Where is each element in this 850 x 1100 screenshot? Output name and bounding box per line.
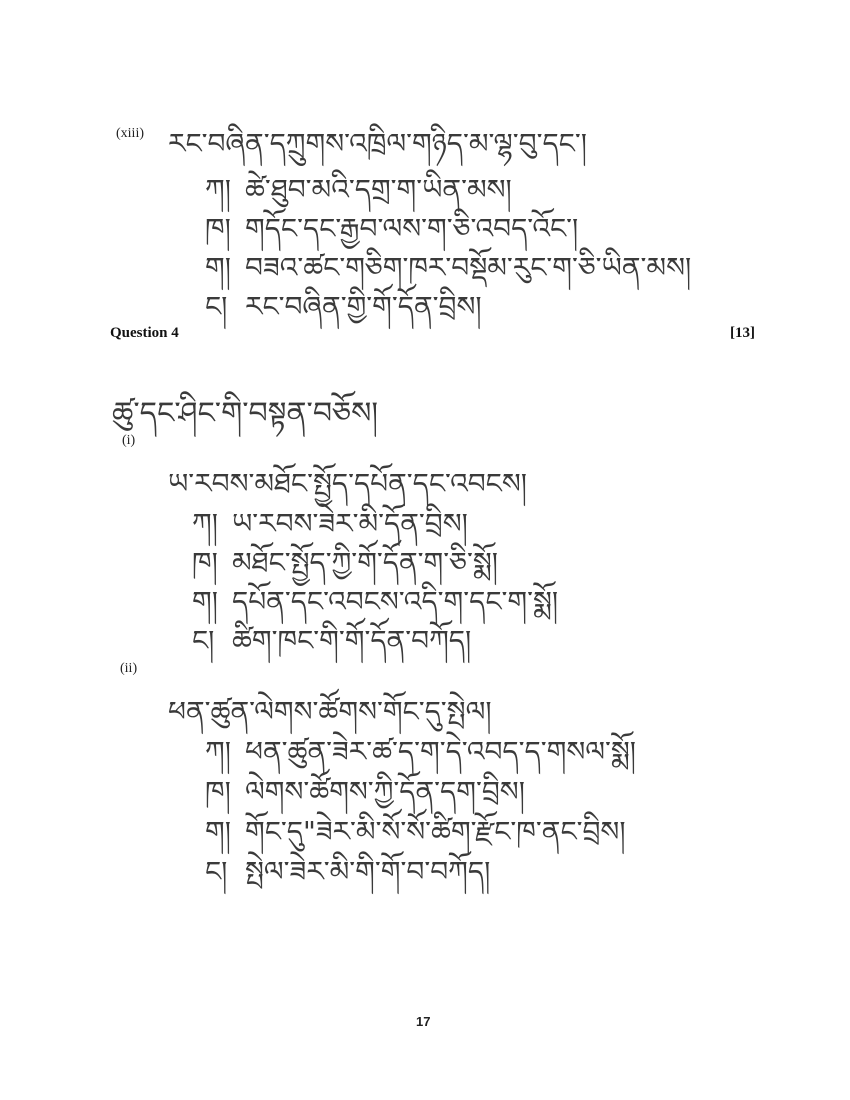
option-text: ཕན་ཚུན་ཟེར་ཚ་ད་ག་དེ་འབད་ད་གསལ་སྨོ། <box>245 735 636 768</box>
option-text: ཡ་རབས་ཟེར་མི་དོན་བྲིས། <box>232 507 468 540</box>
question-marks: [13] <box>730 325 755 341</box>
option-label: ག། <box>205 251 231 284</box>
question-title: Question 4 <box>110 325 179 341</box>
page-number: 17 <box>416 1014 431 1029</box>
option-label: ཁ། <box>192 546 218 579</box>
option-label: ང། <box>205 855 228 888</box>
option-label: ང། <box>192 624 215 657</box>
option-text: མཐོང་སྤྱོད་ཀྱི་གོ་དོན་ག་ཅི་སྨོ། <box>232 546 498 579</box>
part-ii-stem: ཕན་ཚུན་ལེགས་ཚོགས་གོང་དུ་སྤེལ། <box>168 695 492 728</box>
part-ii-option <box>205 840 490 919</box>
section-xiii-option <box>205 275 482 354</box>
option-text: བཟའ་ཚང་གཅིག་ཁར་བསྡོམ་རུང་ག་ཅི་ཡིན་མས། <box>245 251 692 284</box>
option-label: ག། <box>192 585 218 618</box>
part-i-stem: ཡ་རབས་མཐོང་སྤྱོད་དཔོན་དང་འབངས། <box>168 467 527 500</box>
option-label: ཀ། <box>205 735 231 768</box>
option-text: དཔོན་དང་འབངས་འདི་ག་དང་ག་སྨོ། <box>232 585 559 618</box>
section-heading-text: ཚུ་དང་ཤིང་གི་བསྟན་བཅོས། <box>112 396 379 431</box>
option-label: ག། <box>205 815 231 848</box>
option-text: ཚེ་ཐུབ་མའི་དགྲ་ག་ཡིན་མས། <box>245 173 512 206</box>
option-label: ཀ། <box>192 507 218 540</box>
option-text: གོང་དུ"ཟེར་མི་སོ་སོ་ཚིག་རྫོང་ཁ་ནང་བྲིས། <box>245 815 626 848</box>
section-xiii-stem: རང་བཞིན་དཀྲུགས་འཁྲིལ་གཉིད་མ་ལྷ་བུ་དང་། <box>168 127 587 160</box>
part-i-option <box>192 609 471 688</box>
option-label: ཁ། <box>205 212 231 245</box>
option-label: ང། <box>205 290 228 323</box>
part-ii-marker: (ii) <box>120 661 138 676</box>
option-label: ཁ། <box>205 775 231 808</box>
section-xiii-marker: (xiii) <box>116 126 144 141</box>
part-i-marker: (i) <box>122 433 136 448</box>
option-text: ཚིག་ཁང་གི་གོ་དོན་བཀོད། <box>232 624 472 657</box>
option-label: ཀ། <box>205 173 231 206</box>
option-text: རང་བཞིན་གྱི་གོ་དོན་བྲིས། <box>245 290 482 323</box>
option-text: སྤེལ་ཟེར་མི་གི་གོ་བ་བཀོད། <box>245 855 491 888</box>
option-text: ལེགས་ཚོགས་ཀྱི་དོན་དག་བྲིས། <box>245 775 525 808</box>
option-text: གདོང་དང་རྒྱབ་ལས་ག་ཅི་འབད་འོང་། <box>245 212 579 245</box>
